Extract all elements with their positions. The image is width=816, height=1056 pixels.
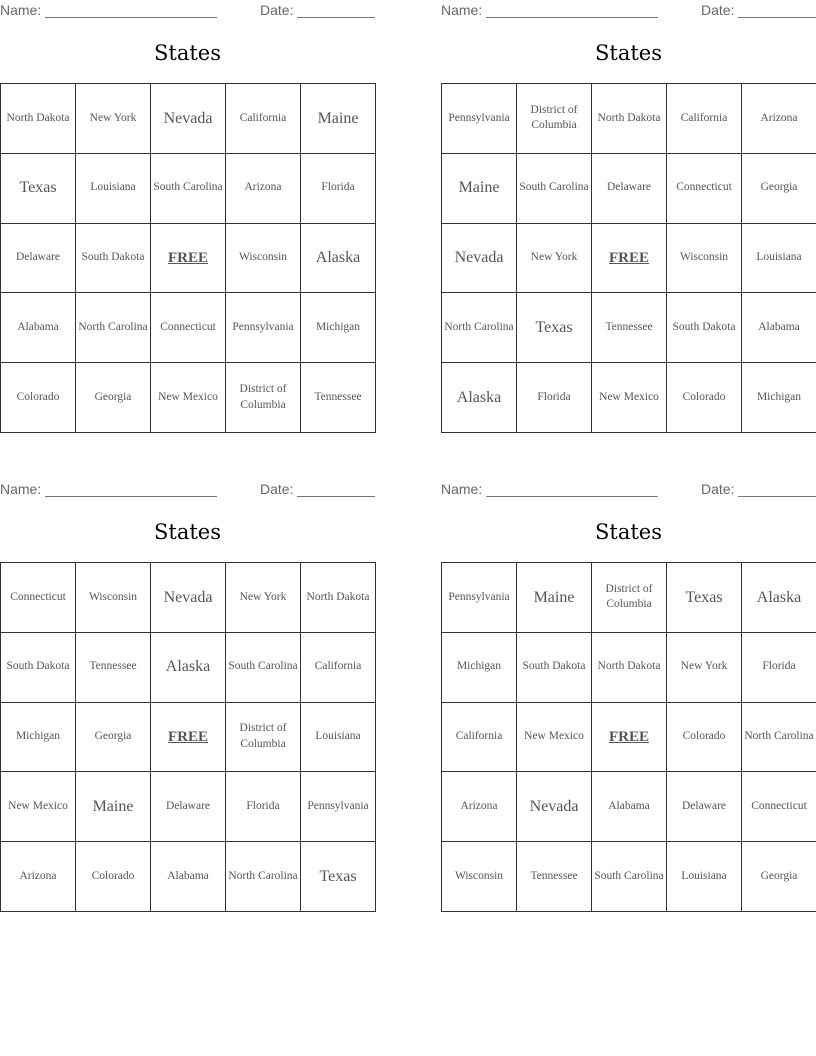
name-date-header xyxy=(441,481,816,499)
bingo-cell: Maine xyxy=(517,563,592,633)
bingo-cell: California xyxy=(442,702,517,772)
bingo-cell: Georgia xyxy=(76,702,151,772)
bingo-cell: Tennessee xyxy=(592,293,667,363)
bingo-cell: Alabama xyxy=(1,293,76,363)
bingo-cell: Nevada xyxy=(517,772,592,842)
name-label: Name: xyxy=(441,481,483,497)
free-cell: FREE xyxy=(151,223,226,293)
bingo-cell: Arizona xyxy=(442,772,517,842)
bingo-cell: Pennsylvania xyxy=(301,772,376,842)
bingo-cell: South Dakota xyxy=(517,632,592,702)
bingo-cell: Colorado xyxy=(1,363,76,433)
bingo-cell: Georgia xyxy=(742,153,816,223)
free-cell: FREE xyxy=(151,702,226,772)
bingo-cell: North Carolina xyxy=(442,293,517,363)
bingo-cell: District of Columbia xyxy=(226,363,301,433)
grid-row xyxy=(1,842,376,912)
bingo-cell: California xyxy=(226,84,301,154)
bingo-cell: North Dakota xyxy=(301,563,376,633)
date-line xyxy=(297,496,375,497)
name-label: Name: xyxy=(0,481,42,497)
bingo-cell: Michigan xyxy=(1,702,76,772)
grid-row xyxy=(442,84,816,154)
bingo-cell: New York xyxy=(226,563,301,633)
date-line xyxy=(738,17,816,18)
bingo-cell: Texas xyxy=(1,153,76,223)
bingo-cell: Georgia xyxy=(742,842,816,912)
bingo-cell: New Mexico xyxy=(517,702,592,772)
bingo-cell: South Carolina xyxy=(226,632,301,702)
grid-row xyxy=(1,293,376,363)
bingo-cell: Louisiana xyxy=(667,842,742,912)
grid-row xyxy=(442,772,816,842)
bingo-cell: South Dakota xyxy=(76,223,151,293)
name-date-header xyxy=(0,481,375,499)
bingo-cell: Florida xyxy=(517,363,592,433)
bingo-cell: Wisconsin xyxy=(442,842,517,912)
grid-row xyxy=(442,702,816,772)
bingo-cell: New Mexico xyxy=(151,363,226,433)
date-label: Date: xyxy=(701,2,735,18)
bingo-cell: New Mexico xyxy=(592,363,667,433)
grid-row xyxy=(442,632,816,702)
card-title: States xyxy=(154,41,221,65)
bingo-cell: Alabama xyxy=(592,772,667,842)
bingo-cell: South Carolina xyxy=(517,153,592,223)
card-title: States xyxy=(154,520,221,544)
bingo-grid xyxy=(441,83,816,433)
bingo-cell: South Carolina xyxy=(151,153,226,223)
bingo-cell: Delaware xyxy=(151,772,226,842)
bingo-cell: Michigan xyxy=(742,363,816,433)
bingo-cell: Texas xyxy=(667,563,742,633)
bingo-cell: Pennsylvania xyxy=(226,293,301,363)
grid-row xyxy=(1,632,376,702)
bingo-cell: North Dakota xyxy=(1,84,76,154)
bingo-card-2 xyxy=(441,0,816,430)
name-line xyxy=(45,496,217,497)
bingo-cell: Nevada xyxy=(442,223,517,293)
card-title: States xyxy=(595,41,662,65)
grid-row xyxy=(1,772,376,842)
grid-row xyxy=(1,223,376,293)
bingo-cell: Connecticut xyxy=(151,293,226,363)
bingo-cell: Pennsylvania xyxy=(442,563,517,633)
bingo-cell: Alaska xyxy=(742,563,816,633)
bingo-cell: South Dakota xyxy=(667,293,742,363)
bingo-cell: New York xyxy=(76,84,151,154)
grid-row xyxy=(442,363,816,433)
bingo-cell: North Dakota xyxy=(592,84,667,154)
bingo-cell: Wisconsin xyxy=(76,563,151,633)
bingo-cell: Connecticut xyxy=(667,153,742,223)
bingo-cell: South Carolina xyxy=(592,842,667,912)
bingo-cell: District of Columbia xyxy=(517,84,592,154)
bingo-cell: Georgia xyxy=(76,363,151,433)
bingo-grid xyxy=(0,562,376,912)
bingo-cell: Maine xyxy=(442,153,517,223)
bingo-cell: Alabama xyxy=(742,293,816,363)
free-cell: FREE xyxy=(592,223,667,293)
bingo-cell: Wisconsin xyxy=(667,223,742,293)
bingo-cell: Maine xyxy=(301,84,376,154)
bingo-cell: Nevada xyxy=(151,84,226,154)
grid-row xyxy=(442,223,816,293)
bingo-cell: Louisiana xyxy=(76,153,151,223)
bingo-cell: California xyxy=(667,84,742,154)
bingo-cell: Alaska xyxy=(151,632,226,702)
bingo-cell: Tennessee xyxy=(517,842,592,912)
card-title: States xyxy=(595,520,662,544)
bingo-grid xyxy=(441,562,816,912)
bingo-cell: Texas xyxy=(301,842,376,912)
name-label: Name: xyxy=(0,2,42,18)
bingo-cell: Alabama xyxy=(151,842,226,912)
bingo-cell: Alaska xyxy=(301,223,376,293)
name-line xyxy=(45,17,217,18)
bingo-cell: New York xyxy=(517,223,592,293)
bingo-cell: Delaware xyxy=(667,772,742,842)
bingo-cell: Tennessee xyxy=(76,632,151,702)
bingo-cell: Delaware xyxy=(592,153,667,223)
grid-row xyxy=(442,293,816,363)
bingo-cell: North Carolina xyxy=(742,702,816,772)
name-label: Name: xyxy=(441,2,483,18)
bingo-cell: Delaware xyxy=(1,223,76,293)
bingo-cell: Louisiana xyxy=(742,223,816,293)
bingo-cell: Pennsylvania xyxy=(442,84,517,154)
bingo-cell: Arizona xyxy=(742,84,816,154)
bingo-cell: Connecticut xyxy=(1,563,76,633)
bingo-cell: Colorado xyxy=(667,363,742,433)
name-date-header xyxy=(441,2,816,20)
grid-row xyxy=(1,702,376,772)
bingo-cell: Arizona xyxy=(1,842,76,912)
date-label: Date: xyxy=(260,481,294,497)
date-label: Date: xyxy=(260,2,294,18)
date-label: Date: xyxy=(701,481,735,497)
bingo-cell: California xyxy=(301,632,376,702)
bingo-cell: Nevada xyxy=(151,563,226,633)
bingo-cell: South Dakota xyxy=(1,632,76,702)
grid-row xyxy=(1,84,376,154)
name-date-header xyxy=(0,2,375,20)
name-line xyxy=(486,496,658,497)
grid-row xyxy=(1,153,376,223)
bingo-cell: Colorado xyxy=(667,702,742,772)
bingo-cell: North Carolina xyxy=(226,842,301,912)
name-line xyxy=(486,17,658,18)
grid-row xyxy=(442,563,816,633)
grid-row xyxy=(442,153,816,223)
bingo-grid xyxy=(0,83,376,433)
bingo-cell: Louisiana xyxy=(301,702,376,772)
bingo-cell: Florida xyxy=(301,153,376,223)
bingo-cell: Arizona xyxy=(226,153,301,223)
date-line xyxy=(297,17,375,18)
bingo-cell: North Dakota xyxy=(592,632,667,702)
bingo-card-4 xyxy=(441,479,816,909)
bingo-cell: New Mexico xyxy=(1,772,76,842)
bingo-cell: District of Columbia xyxy=(226,702,301,772)
date-line xyxy=(738,496,816,497)
bingo-cell: District of Columbia xyxy=(592,563,667,633)
free-cell: FREE xyxy=(592,702,667,772)
grid-row xyxy=(1,563,376,633)
bingo-cell: Michigan xyxy=(442,632,517,702)
bingo-cell: Florida xyxy=(742,632,816,702)
bingo-card-1 xyxy=(0,0,375,430)
bingo-cell: Wisconsin xyxy=(226,223,301,293)
bingo-cell: Connecticut xyxy=(742,772,816,842)
bingo-cell: New York xyxy=(667,632,742,702)
bingo-cell: Florida xyxy=(226,772,301,842)
bingo-card-3 xyxy=(0,479,375,909)
bingo-cell: Colorado xyxy=(76,842,151,912)
grid-row xyxy=(442,842,816,912)
bingo-cell: Maine xyxy=(76,772,151,842)
bingo-cell: Texas xyxy=(517,293,592,363)
bingo-cell: Tennessee xyxy=(301,363,376,433)
bingo-cell: Michigan xyxy=(301,293,376,363)
bingo-cell: North Carolina xyxy=(76,293,151,363)
bingo-cell: Alaska xyxy=(442,363,517,433)
grid-row xyxy=(1,363,376,433)
